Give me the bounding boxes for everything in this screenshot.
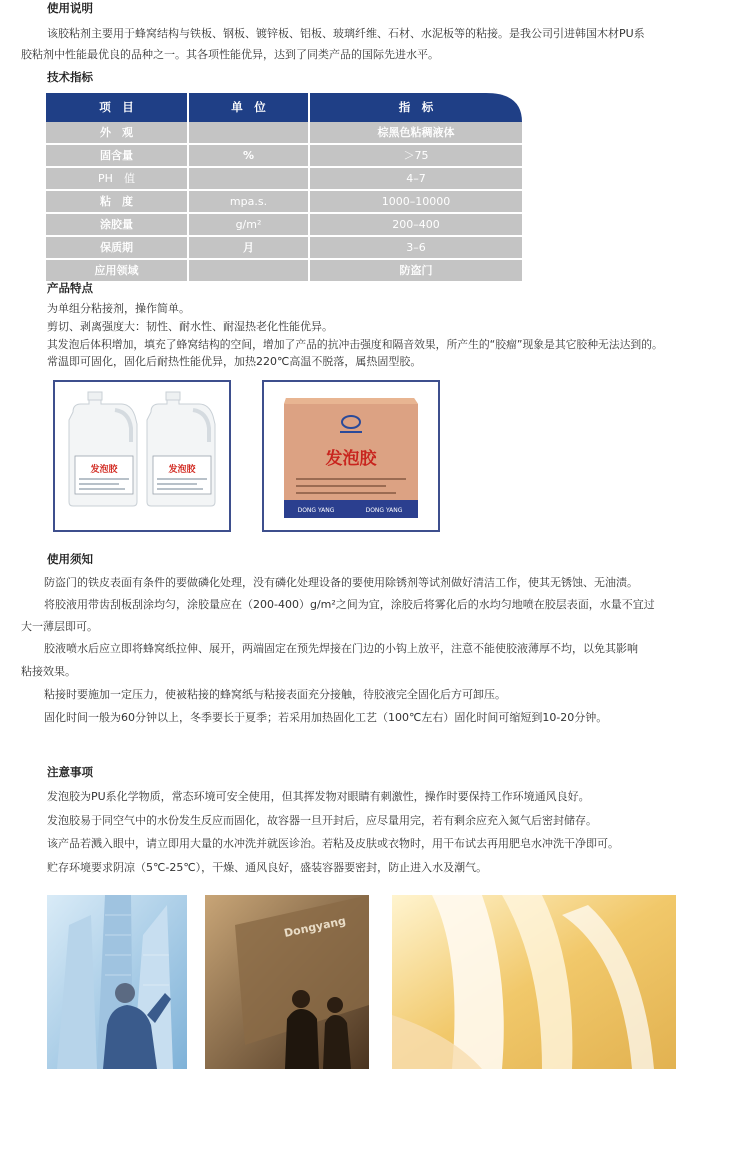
spec-item: 涂胶量 — [100, 218, 133, 231]
spec-value: 1000–10000 — [381, 195, 451, 208]
cautions-title: 注意事项 — [47, 765, 93, 779]
building-sign: Dongyang — [282, 914, 347, 940]
paper-sheets-photo — [392, 895, 676, 1069]
spec-row — [46, 122, 522, 143]
business-skyline-photo — [47, 895, 187, 1069]
bottle-label: 发泡胶 — [90, 465, 118, 475]
instruction-line: 胶液喷水后应立即将蜂窝纸拉伸、展开，两端固定在预先焊接在门边的小钩上放平，注意不能使胶液薄厚不均，以免其影响 — [44, 642, 638, 655]
caution-line: 贮存环境要求阴凉（5℃-25℃），干燥、通风良好，盛装容器要密封，防止进入水及潮气。 — [47, 861, 488, 874]
spec-unit: % — [242, 149, 255, 162]
spec-value: ＞75 — [403, 149, 429, 162]
spec-unit — [189, 260, 308, 281]
specs-title: 技术指标 — [47, 70, 93, 84]
usage-line-2: 胶粘剂中性能最优良的品种之一。其各项性能优异，达到了同类产品的国际先进水平。 — [21, 48, 439, 61]
instruction-line: 大一薄层即可。 — [21, 620, 98, 633]
spec-value: 防盗门 — [399, 264, 433, 277]
bottles-photo — [53, 380, 231, 532]
caution-line: 发泡胶为PU系化学物质，常态环境可安全使用，但其挥发物对眼睛有刺激性，操作时要保持工作环境通风良好。 — [47, 790, 590, 803]
feature-line: 其发泡后体积增加，填充了蜂窝结构的空间，增加了产品的抗冲击强度和隔音效果，所产生的“胶瘤”现象是其它胶种无法达到的。 — [47, 338, 663, 351]
caution-line: 该产品若溅入眼中，请立即用大量的水冲洗并就医诊治。若粘及皮肤或衣物时，用干布试去再用肥皂水冲洗干净即可。 — [47, 837, 619, 850]
spec-row — [46, 145, 522, 166]
header-unit: 单 位 — [231, 100, 266, 114]
usage-line-1: 该胶粘剂主要用于蜂窝结构与铁板、钢板、镀锌板、铝板、玻璃纤维、石材、水泥板等的粘接。是我公司引进韩国木材PU系 — [47, 27, 645, 40]
businessmen-photo — [205, 895, 369, 1069]
spec-unit: mpa.s. — [229, 195, 268, 208]
usage-title: 使用说明 — [47, 1, 93, 15]
spec-value: 棕黑色粘稠液体 — [377, 126, 455, 139]
instruction-line: 粘接时要施加一定压力，使被粘接的蜂窝纸与粘接表面充分接触，待胶液完全固化后方可卸压。 — [44, 688, 506, 701]
paper-illustration — [392, 895, 676, 1069]
box-photo — [262, 380, 440, 532]
spec-item: 外 观 — [100, 126, 133, 139]
spec-row — [46, 237, 522, 258]
bottle-label: 发泡胶 — [168, 465, 196, 475]
spec-unit: g/m² — [235, 218, 262, 231]
box-title: 发泡胶 — [325, 449, 377, 469]
skyline-illustration — [47, 895, 187, 1069]
spec-unit — [189, 122, 308, 143]
spec-item: 固含量 — [100, 149, 133, 162]
instruction-line: 固化时间一般为60分钟以上，冬季要长于夏季；若采用加热固化工艺（100℃左右）固化时间可缩短到10-20分钟。 — [44, 711, 608, 724]
spec-table — [46, 93, 522, 277]
spec-item: 保质期 — [100, 241, 133, 254]
spec-unit — [189, 168, 308, 189]
box-brand: DONG YANG — [365, 507, 403, 514]
spec-unit: 月 — [243, 241, 254, 254]
spec-item: PH 值 — [98, 172, 135, 185]
box-illustration — [264, 382, 438, 530]
caution-line: 发泡胶易于同空气中的水份发生反应而固化，故容器一旦开封后，应尽量用完，若有剩余应充入氮气后密封储存。 — [47, 814, 597, 827]
box-brand: DONG YANG — [297, 507, 335, 514]
instruction-line: 防盗门的铁皮表面有条件的要做磷化处理，没有磷化处理设备的要使用除锈剂等试剂做好清洁工作，使其无锈蚀、无油渍。 — [44, 576, 638, 589]
businessmen-illustration — [205, 895, 369, 1069]
feature-line: 为单组分粘接剂，操作简单。 — [47, 302, 190, 315]
spec-row — [46, 260, 522, 281]
spec-row — [46, 168, 522, 189]
spec-value: 200–400 — [392, 218, 440, 231]
spec-row — [46, 191, 522, 212]
spec-item: 应用领域 — [94, 264, 139, 277]
spec-table-header — [46, 93, 522, 122]
bottles-illustration — [55, 382, 229, 530]
instruction-line: 粘接效果。 — [21, 665, 76, 678]
header-value: 指 标 — [398, 100, 434, 114]
feature-line: 常温即可固化，固化后耐热性能优异，加热220℃高温不脱落，属热固型胶。 — [47, 355, 422, 368]
features-title: 产品特点 — [47, 281, 93, 295]
spec-row — [46, 214, 522, 235]
spec-value: 4–7 — [406, 172, 426, 185]
spec-value: 3–6 — [406, 241, 426, 254]
instructions-title: 使用须知 — [47, 552, 93, 566]
feature-line: 剪切、剥离强度大：韧性、耐水性、耐湿热老化性能优异。 — [47, 320, 333, 333]
instruction-line: 将胶液用带齿刮板刮涂均匀，涂胶量应在（200-400）g/m²之间为宜，涂胶后将雾化后的水均匀地喷在胶层表面，水量不宜过 — [44, 598, 655, 611]
spec-item: 粘 度 — [100, 195, 133, 208]
header-item: 项 目 — [99, 100, 134, 114]
